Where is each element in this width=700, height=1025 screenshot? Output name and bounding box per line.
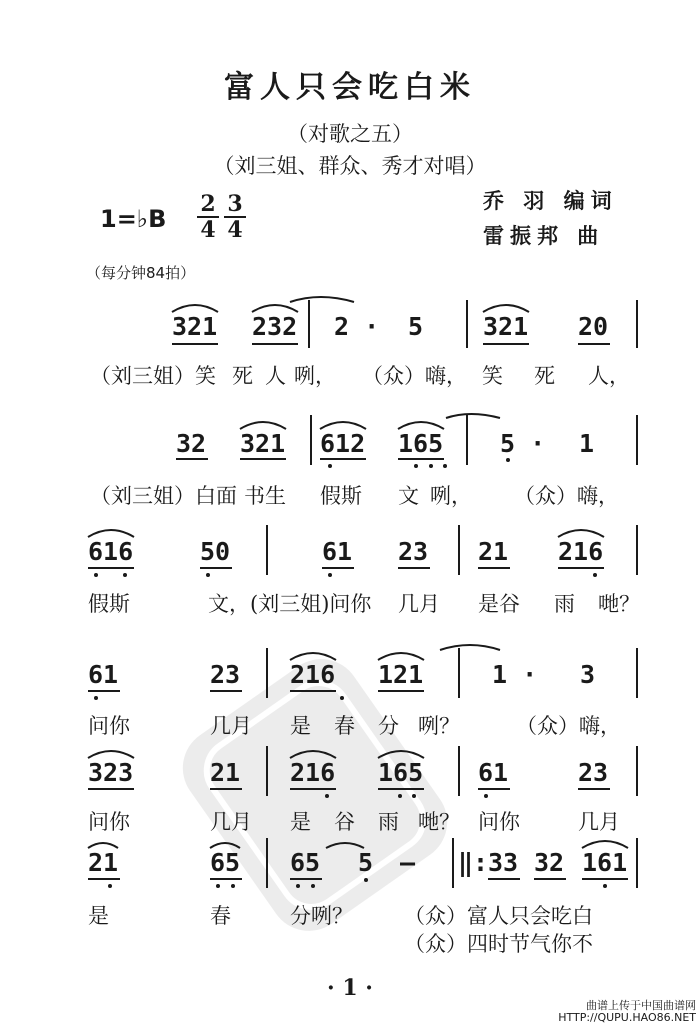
lyric-syllable: 是 bbox=[290, 714, 311, 738]
note-group: 32 bbox=[534, 848, 565, 877]
lyric-syllable: 死 bbox=[232, 364, 253, 388]
note-group: 5 bbox=[358, 848, 374, 877]
note-group: 23 bbox=[210, 660, 241, 689]
slur bbox=[252, 305, 298, 312]
lyric-syllable: （众）嗨， bbox=[516, 714, 621, 738]
slur bbox=[290, 653, 336, 660]
lyric-syllable: 死 bbox=[534, 364, 555, 388]
slur bbox=[582, 841, 628, 848]
slur bbox=[483, 305, 529, 312]
slur bbox=[290, 297, 354, 302]
note-group: 21 bbox=[210, 758, 241, 787]
slur bbox=[558, 530, 604, 537]
note-group: 161 bbox=[582, 848, 628, 877]
footer-line-2: HTTP://QUPU.HAO86.NET bbox=[558, 1011, 696, 1024]
slur bbox=[88, 843, 118, 848]
lyric-syllable: 分 bbox=[378, 714, 399, 738]
repeat-sign: ‖: bbox=[458, 848, 489, 877]
time-signature-2: $\frac{3}{4}$ bbox=[224, 192, 246, 242]
slur bbox=[440, 645, 500, 650]
lyric-syllable: 几月 bbox=[578, 810, 620, 834]
lyric-syllable: 谷 bbox=[334, 810, 355, 834]
lyric-syllable: 几月 bbox=[210, 810, 252, 834]
note-group: 20 bbox=[578, 312, 609, 341]
composer-credit: 雷振邦 曲 bbox=[483, 223, 605, 248]
slur bbox=[378, 751, 424, 758]
lyric-syllable: 是谷 bbox=[478, 592, 520, 616]
lyric-syllable: 咧？ bbox=[418, 714, 460, 738]
lyric-syllable: 问你 bbox=[88, 714, 130, 738]
slur bbox=[88, 530, 134, 537]
note-group: 165 bbox=[398, 429, 444, 458]
slur bbox=[398, 422, 444, 429]
note-group: 321 bbox=[240, 429, 286, 458]
lyric-syllable: 春 bbox=[210, 904, 231, 928]
lyric-syllable: （众）四时节气你不 bbox=[404, 932, 593, 956]
note-group: 616 bbox=[88, 537, 134, 566]
tempo-marking: （每分钟84拍） bbox=[86, 264, 196, 282]
slur bbox=[446, 414, 500, 418]
lyric-syllable: 文，(刘三姐)问你 bbox=[208, 592, 372, 616]
lyric-syllable: 咧， bbox=[294, 364, 336, 388]
note-group: 216 bbox=[290, 758, 336, 787]
page-number: · 1 · bbox=[327, 975, 373, 1001]
slur bbox=[240, 422, 286, 429]
lyric-syllable: 笑 bbox=[482, 364, 503, 388]
note-group: 5 bbox=[408, 312, 424, 341]
slur bbox=[320, 422, 366, 429]
slur bbox=[88, 751, 134, 758]
note-group: 121 bbox=[378, 660, 424, 689]
lyric-syllable: 几月 bbox=[210, 714, 252, 738]
lyric-syllable: 咧， bbox=[430, 484, 472, 508]
note-group: 33 bbox=[488, 848, 519, 877]
note-group: 232 bbox=[252, 312, 298, 341]
note-group: 21 bbox=[478, 537, 509, 566]
note-group: 323 bbox=[88, 758, 134, 787]
lyric-syllable: 哋？ bbox=[418, 810, 460, 834]
footer-credit bbox=[558, 1000, 696, 1024]
lyric-syllable: 雨 bbox=[554, 592, 575, 616]
note-group: 61 bbox=[88, 660, 119, 689]
lyric-syllable: 问你 bbox=[478, 810, 520, 834]
lyric-syllable: 假斯 bbox=[320, 484, 362, 508]
lyric-syllable: 人 bbox=[265, 364, 286, 388]
note-group: 32 bbox=[176, 429, 207, 458]
note-group: 216 bbox=[558, 537, 604, 566]
lyric-syllable: 问你 bbox=[88, 810, 130, 834]
lyric-syllable: （刘三姐）笑 bbox=[90, 364, 216, 388]
note-group: 61 bbox=[322, 537, 353, 566]
lyric-syllable: （众）嗨， bbox=[514, 484, 619, 508]
note-group: 612 bbox=[320, 429, 366, 458]
lyric-syllable: （刘三姐）白面 bbox=[90, 484, 237, 508]
subtitle-performers: （刘三姐、群众、秀才对唱） bbox=[213, 154, 487, 178]
lyric-syllable: 是 bbox=[290, 810, 311, 834]
note-group: 3 bbox=[580, 660, 596, 689]
footer-line-1: 曲谱上传于中国曲谱网 bbox=[586, 999, 696, 1012]
lyric-syllable: （众）嗨， bbox=[362, 364, 467, 388]
slur bbox=[290, 751, 336, 758]
lyric-syllable: 是 bbox=[88, 904, 109, 928]
lyric-syllable: （众）富人只会吃白 bbox=[404, 904, 593, 928]
note-group: 23 bbox=[398, 537, 429, 566]
note-group: 65 bbox=[210, 848, 241, 877]
lyric-syllable: 书生 bbox=[244, 484, 286, 508]
slur bbox=[210, 843, 240, 848]
note-group: 321 bbox=[483, 312, 529, 341]
lyric-syllable: 雨 bbox=[378, 810, 399, 834]
lyric-syllable: 人， bbox=[588, 364, 630, 388]
lyric-syllable: 春 bbox=[334, 714, 355, 738]
note-group: 1 bbox=[579, 429, 595, 458]
note-group: 5 · bbox=[500, 429, 546, 458]
slur bbox=[172, 305, 218, 312]
note-group: 23 bbox=[578, 758, 609, 787]
note-group: 2 · bbox=[334, 312, 380, 341]
note-group: 21 bbox=[88, 848, 119, 877]
subtitle-part: （对歌之五） bbox=[287, 122, 413, 146]
lyricist-credit: 乔 羽 编词 bbox=[483, 188, 618, 213]
lyric-syllable: 假斯 bbox=[88, 592, 130, 616]
slur bbox=[378, 653, 424, 660]
note-group: 50 bbox=[200, 537, 231, 566]
lyric-syllable: 分咧？ bbox=[290, 904, 353, 928]
lyric-syllable: 几月 bbox=[398, 592, 440, 616]
song-title: 富人只会吃白米 bbox=[224, 70, 476, 105]
lyric-syllable: 文 bbox=[398, 484, 419, 508]
time-signature-1: $\frac{2}{4}$ bbox=[197, 192, 219, 242]
note-group: 321 bbox=[172, 312, 218, 341]
note-group: 165 bbox=[378, 758, 424, 787]
slur bbox=[326, 843, 364, 848]
key-signature: 1=♭B bbox=[100, 205, 167, 233]
note-group: 216 bbox=[290, 660, 336, 689]
note-group: 61 bbox=[478, 758, 509, 787]
note-group: 1 · bbox=[492, 660, 538, 689]
lyric-syllable: 哋？ bbox=[598, 592, 640, 616]
note-group: 65 bbox=[290, 848, 321, 877]
note-group: — bbox=[400, 848, 416, 877]
